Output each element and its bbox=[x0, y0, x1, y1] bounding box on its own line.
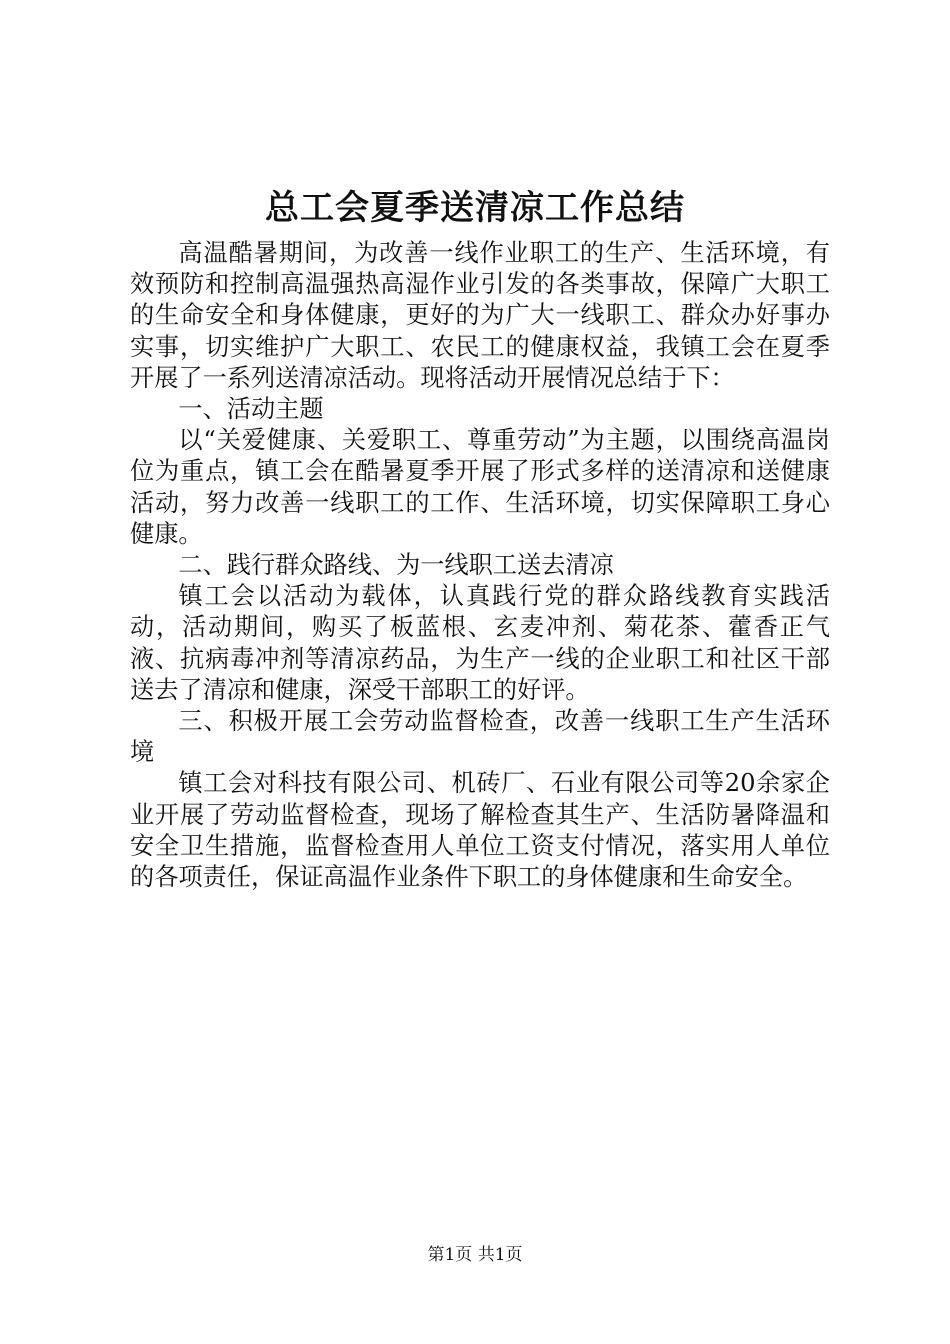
document-body bbox=[130, 238, 830, 893]
section-heading-2: 二、践行群众路线、为一线职工送去清凉 bbox=[178, 551, 614, 580]
section-paragraph-1: 以“关爱健康、关爱职工、尊重劳动”为主题，以围绕高温岗位为重点，镇工会在酷暑夏季开展了形式多样的送清凉和送健康活动，努力改善一线职工的工作、生活环境，切实保障职工身心健康。 bbox=[130, 426, 830, 548]
section-heading-3: 三、积极开展工会劳动监督检查，改善一线职工生产生活环境 bbox=[130, 707, 830, 767]
section-heading-1: 一、活动主题 bbox=[178, 395, 324, 424]
section-paragraph-3: 镇工会对科技有限公司、机砖厂、石业有限公司等20余家企业开展了劳动监督检查，现场了解检查其生产、生活防暑降温和安全卫生措施，监督检查用人单位工资支付情况，落实用人单位的各项责任，保证高温作业条件下职工的身体健康和生命安全。 bbox=[130, 769, 830, 892]
section-paragraph-2: 镇工会以活动为载体，认真践行党的群众路线教育实践活动，活动期间，购买了板蓝根、玄麦冲剂、菊花茶、藿香正气液、抗病毒冲剂等清凉药品，为生产一线的企业职工和社区干部送去了清凉和健康，深受干部职工的好评。 bbox=[130, 582, 830, 704]
page-number-footer: 第1页 共1页 bbox=[427, 1245, 523, 1265]
intro-paragraph: 高温酷暑期间，为改善一线作业职工的生产、生活环境，有效预防和控制高温强热高湿作业引发的各类事故，保障广大职工的生命安全和身体健康，更好的为广大一线职工、群众办好事办实事，切实维护广大职工、农民工的健康权益，我镇工会在夏季开展了一系列送清凉活动。现将活动开展情况总结于下： bbox=[130, 239, 830, 392]
document-title: 总工会夏季送清凉工作总结 bbox=[265, 188, 685, 228]
